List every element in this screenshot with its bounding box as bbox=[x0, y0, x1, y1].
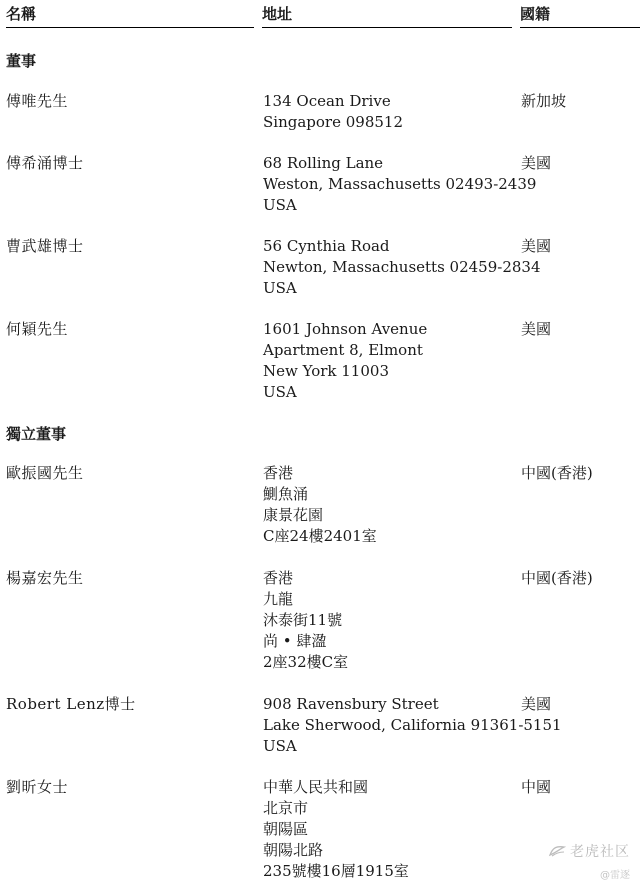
director-address bbox=[263, 236, 541, 299]
director-nationality: 美國 bbox=[521, 237, 552, 255]
director-address bbox=[263, 463, 377, 547]
address-line: 鰂魚涌 bbox=[263, 485, 309, 503]
director-nationality: 中國(香港) bbox=[521, 569, 593, 587]
address-line: 56 Cynthia Road bbox=[263, 237, 390, 255]
address-line: Apartment 8, Elmont bbox=[263, 341, 423, 359]
address-line: Weston, Massachusetts 02493-2439 bbox=[263, 175, 537, 193]
address-line: 235號樓16層1915室 bbox=[263, 862, 409, 880]
address-line: Singapore 098512 bbox=[263, 113, 403, 131]
column-header-name: 名稱 bbox=[6, 5, 254, 28]
director-name: 傅希涌博士 bbox=[6, 154, 84, 172]
director-name: 劉昕女士 bbox=[6, 778, 69, 796]
address-line: 朝陽北路 bbox=[263, 841, 324, 859]
address-line: 2座32樓C室 bbox=[263, 653, 349, 671]
director-address bbox=[263, 694, 562, 757]
watermark-handle: @雷逐 bbox=[600, 870, 630, 881]
director-nationality: 新加坡 bbox=[521, 92, 567, 110]
director-name: Robert Lenz博士 bbox=[6, 695, 136, 713]
director-name: 歐振國先生 bbox=[6, 464, 84, 482]
director-nationality: 美國 bbox=[521, 320, 552, 338]
address-line: 908 Ravensbury Street bbox=[263, 695, 439, 713]
address-line: Newton, Massachusetts 02459-2834 bbox=[263, 258, 541, 276]
address-line: 1601 Johnson Avenue bbox=[263, 320, 428, 338]
director-address bbox=[263, 568, 348, 673]
director-nationality: 美國 bbox=[521, 154, 552, 172]
address-line: 香港 bbox=[263, 464, 294, 482]
address-line: 康景花園 bbox=[263, 506, 324, 524]
watermark-text: 老虎社区 bbox=[570, 844, 630, 860]
director-address bbox=[263, 777, 409, 882]
address-line: C座24樓2401室 bbox=[263, 527, 377, 545]
section-title: 董事 bbox=[6, 52, 37, 70]
director-nationality: 中國 bbox=[521, 778, 552, 796]
address-line: 朝陽區 bbox=[263, 820, 309, 838]
address-line: 九龍 bbox=[263, 590, 294, 608]
director-nationality: 美國 bbox=[521, 695, 552, 713]
director-name: 曹武雄博士 bbox=[6, 237, 84, 255]
address-line: USA bbox=[263, 279, 297, 297]
director-nationality: 中國(香港) bbox=[521, 464, 593, 482]
address-line: 沐泰街11號 bbox=[263, 611, 343, 629]
address-line: 香港 bbox=[263, 569, 294, 587]
address-line: 尚 • 肆溋 bbox=[263, 632, 327, 650]
section-title: 獨立董事 bbox=[6, 425, 67, 443]
tiger-logo-icon bbox=[548, 844, 566, 858]
address-line: USA bbox=[263, 196, 297, 214]
address-line: USA bbox=[263, 737, 297, 755]
director-name: 楊嘉宏先生 bbox=[6, 569, 84, 587]
column-header-address: 地址 bbox=[262, 5, 512, 28]
address-line: 中華人民共和國 bbox=[263, 778, 369, 796]
address-line: 134 Ocean Drive bbox=[263, 92, 391, 110]
watermark bbox=[548, 841, 630, 861]
column-header-nationality: 國籍 bbox=[520, 5, 640, 28]
director-name: 傅唯先生 bbox=[6, 92, 69, 110]
address-line: 68 Rolling Lane bbox=[263, 154, 384, 172]
address-line: USA bbox=[263, 383, 297, 401]
director-address bbox=[263, 91, 403, 133]
address-line: Lake Sherwood, California 91361-5151 bbox=[263, 716, 562, 734]
address-line: New York 11003 bbox=[263, 362, 389, 380]
director-address bbox=[263, 153, 536, 216]
address-line: 北京市 bbox=[263, 799, 309, 817]
director-name: 何穎先生 bbox=[6, 320, 69, 338]
director-address bbox=[263, 319, 427, 403]
